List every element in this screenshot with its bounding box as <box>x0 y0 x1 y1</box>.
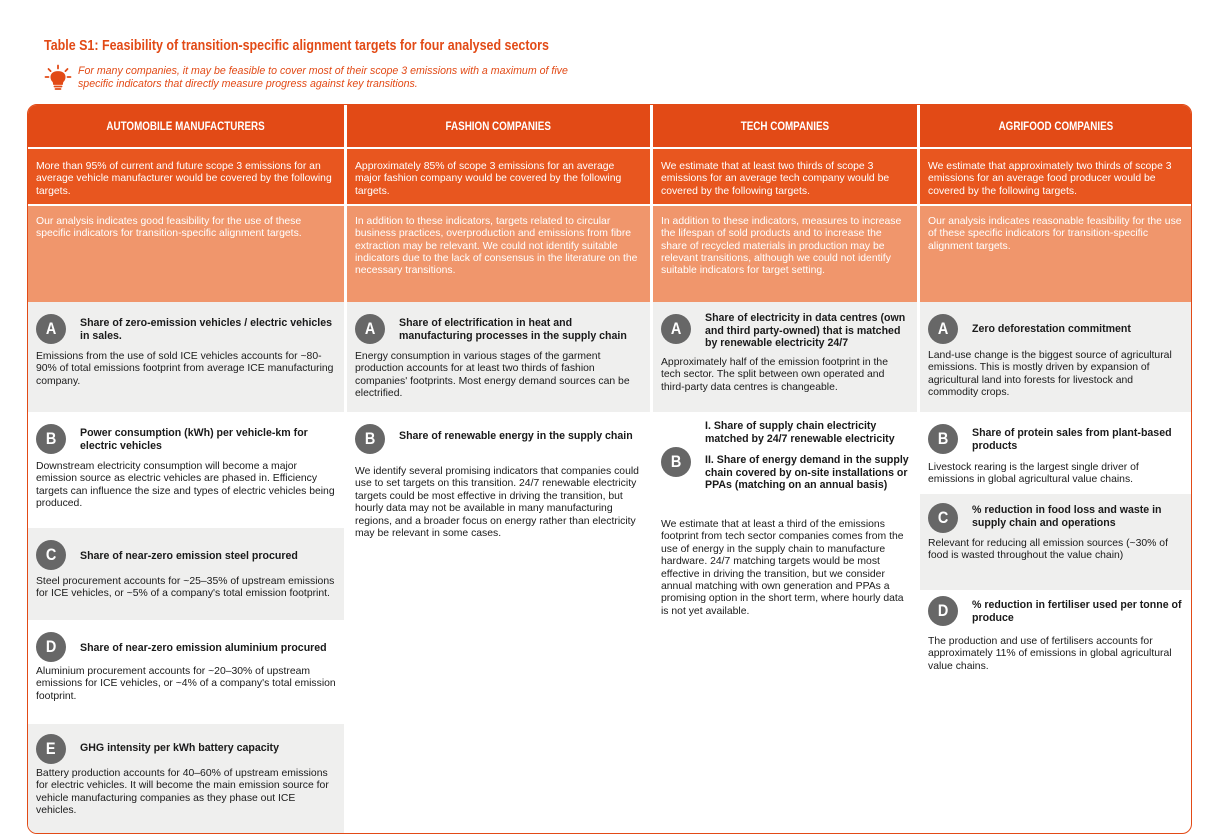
indicator-title-part-2: II. Share of energy demand in the supply chain covered by on-site installations or PPAs (matching on an annual basis) <box>705 454 909 491</box>
column-agrifood <box>917 105 1191 833</box>
indicator-title: % reduction in fertiliser used per tonne of produce <box>972 599 1182 624</box>
indicator-letter-badge: A <box>36 314 66 344</box>
indicator-block <box>347 302 650 412</box>
indicator-title: Zero deforestation commitment <box>972 323 1131 335</box>
indicator-description: The production and use of fertilisers accounts for approximately 11% of emissions in global agricultural value chains. <box>928 636 1172 672</box>
column-feasibility: In addition to these indicators, measures to increase the lifespan of sold products and to increase the share of recycled materials in production may be relevant transitions, although we could not identify suitable indicators for target setting. <box>653 206 917 302</box>
indicator-description: Emissions from the use of sold ICE vehicles accounts for ~80-90% of total emissions footprint from average ICE manufacturing company. <box>36 351 334 387</box>
indicator-title: Share of electricity in data centres (own and third party-owned) that is matched by renewable electricity 24/7 <box>705 312 906 349</box>
indicator-block <box>653 302 917 412</box>
indicator-title: GHG intensity per kWh battery capacity <box>80 742 279 754</box>
indicator-letter-badge: A <box>355 314 385 344</box>
indicator-letter-badge: B <box>661 447 691 477</box>
indicator-letter-badge: A <box>661 314 691 344</box>
indicator-letter-badge: D <box>928 596 958 626</box>
indicator-block <box>347 412 650 592</box>
indicator-letter-badge: C <box>928 503 958 533</box>
indicator-block <box>28 302 344 412</box>
column-tech <box>650 105 917 833</box>
indicator-title-part-1: I. Share of supply chain electricity matched by 24/7 renewable electricity <box>705 420 895 445</box>
indicator-description: Battery production accounts for 40–60% of upstream emissions for electric vehicles. It will become the main emission source for vehicle manufacturing companies as they phase out ICE vehicles. <box>36 768 329 817</box>
indicator-title: Share of zero-emission vehicles / electric vehicles in sales. <box>80 317 333 342</box>
column-intro: We estimate that approximately two thirds of scope 3 emissions for an average food producer would be covered by the following targets. <box>920 149 1191 206</box>
column-header: FASHION COMPANIES <box>347 105 650 149</box>
indicator-block <box>28 412 344 528</box>
indicator-block <box>28 724 344 834</box>
indicator-description: Energy consumption in various stages of the garment production accounts for at least two thirds of fashion companies' footprints. Most energy demand sources can be electrified. <box>355 351 630 400</box>
column-intro: We estimate that at least two thirds of scope 3 emissions for an average tech company would be covered by the following targets. <box>653 149 917 206</box>
column-intro: Approximately 85% of scope 3 emissions for an average major fashion company would be covered by the following targets. <box>347 149 650 206</box>
indicator-title: Power consumption (kWh) per vehicle-km for electric vehicles <box>80 427 308 452</box>
indicator-letter-badge: C <box>36 540 66 570</box>
indicator-block <box>920 302 1191 412</box>
indicator-letter-badge: B <box>36 424 66 454</box>
indicator-title: Share of near-zero emission steel procured <box>80 550 298 562</box>
indicator-block <box>920 412 1191 494</box>
feasibility-table <box>27 104 1192 834</box>
column-intro: More than 95% of current and future scope 3 emissions for an average vehicle manufacturer would be covered by the following targets. <box>28 149 344 206</box>
indicator-description: Relevant for reducing all emission sources (~30% of food is wasted throughout the value chain) <box>928 538 1168 562</box>
lightbulb-icon <box>44 64 72 92</box>
indicator-title: Share of near-zero emission aluminium procured <box>80 642 327 654</box>
indicator-block <box>920 494 1191 590</box>
column-feasibility: Our analysis indicates reasonable feasibility for the use of these specific indicators for transition-specific alignment targets. <box>920 206 1191 302</box>
indicator-title: % reduction in food loss and waste in supply chain and operations <box>972 504 1162 529</box>
tip-text: For many companies, it may be feasible to cover most of their scope 3 emissions with a maximum of five specific indicators that directly measure progress against key transitions. <box>78 65 568 90</box>
indicator-block <box>28 620 344 724</box>
indicator-title: Share of electrification in heat and manufacturing processes in the supply chain <box>399 317 627 342</box>
indicator-description: Downstream electricity consumption will become a major emission source as electric vehicles are phased in. Efficiency targets can influence the size and types of electric vehicles being produced. <box>36 461 335 510</box>
column-header: TECH COMPANIES <box>653 105 917 149</box>
indicator-description: Aluminium procurement accounts for ~20–30% of upstream emissions for ICE vehicles, or ~4% of a company's total emission footprint. <box>36 666 336 702</box>
table-title: Table S1: Feasibility of transition-specific alignment targets for four analysed sectors <box>44 38 549 54</box>
column-automobile <box>28 105 344 833</box>
indicator-letter-badge: A <box>928 314 958 344</box>
indicator-block <box>28 528 344 620</box>
indicator-letter-badge: E <box>36 734 66 764</box>
indicator-letter-badge: D <box>36 632 66 662</box>
column-feasibility: In addition to these indicators, targets related to circular business practices, overproduction and emissions from fibre extraction may be relevant. We could not identify suitable indicators due to the lack of consensus in the literature on the necessary transitions. <box>347 206 650 302</box>
indicator-letter-badge: B <box>355 424 385 454</box>
indicator-description: We identify several promising indicators that companies could use to set targets on this transition. 24/7 renewable electricity targets could be most effective in driving the transition, but hourly data may not be available in many manufacturing regions, and a broader focus on energy rather than electricity may be relevant in some cases. <box>355 466 639 540</box>
column-header: AUTOMOBILE MANUFACTURERS <box>28 105 344 149</box>
indicator-description: We estimate that at least a third of the emissions footprint from tech sector companies comes from the use of energy in the supply chain to manufacture hardware. 24/7 matching targets would be most effective in driving the transition, but we consider annual matching with own generation and PPAs a promising option in the short term, where hourly data is not yet available. <box>661 519 904 617</box>
indicator-description: Livestock rearing is the largest single driver of emissions in global agricultural value chains. <box>928 462 1139 486</box>
indicator-description: Steel procurement accounts for ~25–35% of upstream emissions for ICE vehicles, or ~5% of a company's total emission footprint. <box>36 576 335 600</box>
indicator-block <box>920 590 1191 710</box>
column-header: AGRIFOOD COMPANIES <box>920 105 1191 149</box>
indicator-block <box>653 412 917 642</box>
column-feasibility: Our analysis indicates good feasibility for the use of these specific indicators for transition-specific alignment targets. <box>28 206 344 302</box>
indicator-description: Approximately half of the emission footprint in the tech sector. The split between own operated and third-party data centres is changeable. <box>661 357 888 393</box>
indicator-description: Land-use change is the biggest source of agricultural emissions. This is mostly driven by expansion of agricultural land into forests for livestock and commodity crops. <box>928 350 1172 399</box>
column-fashion <box>344 105 650 833</box>
indicator-title: Share of renewable energy in the supply chain <box>399 430 633 442</box>
indicator-title: Share of protein sales from plant-based products <box>972 427 1172 452</box>
indicator-letter-badge: B <box>928 424 958 454</box>
